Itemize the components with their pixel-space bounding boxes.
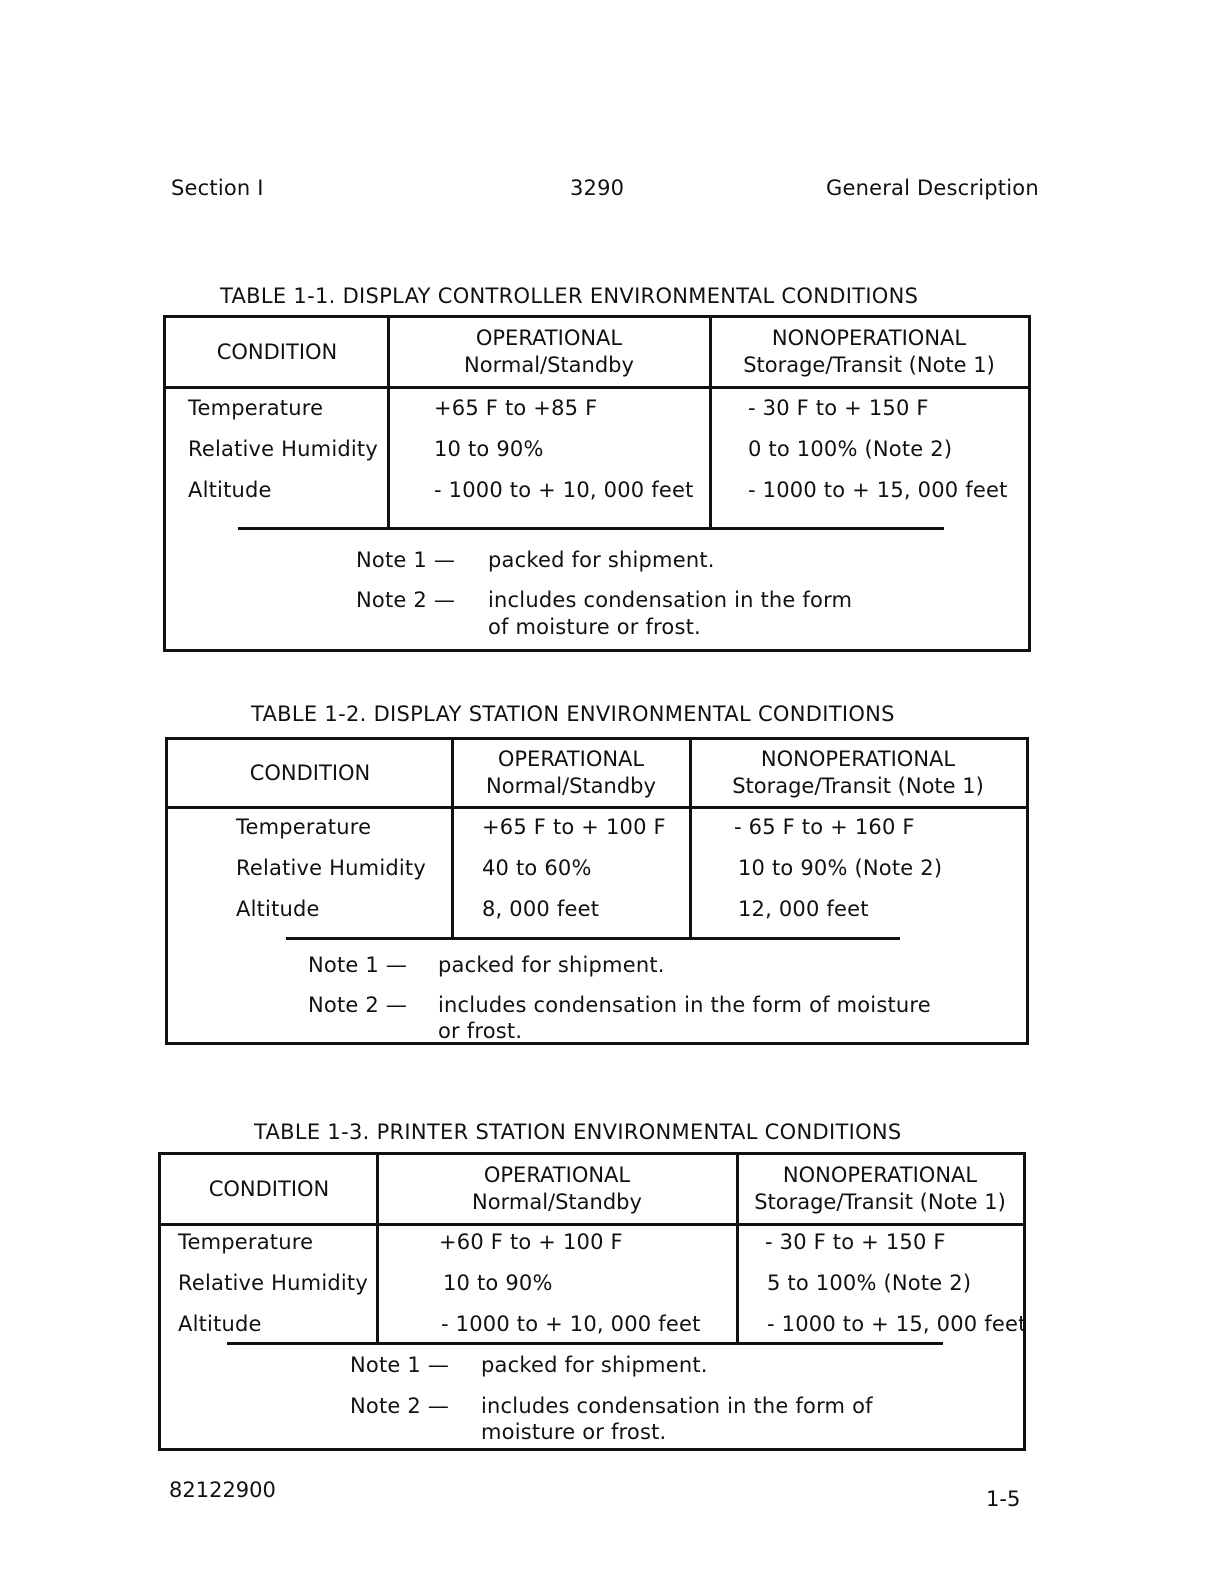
cell-condition: Altitude (178, 1312, 262, 1336)
cell-operational: +60 F to + 100 F (439, 1230, 623, 1254)
cell-nonoperational: 5 to 100% (Note 2) (767, 1271, 972, 1295)
cell-operational: - 1000 to + 10, 000 feet (441, 1312, 701, 1336)
cell-condition: Relative Humidity (236, 856, 426, 880)
cell-operational: - 1000 to + 10, 000 feet (434, 478, 694, 502)
column-header-condition (168, 740, 452, 806)
column-header-sub: Storage/Transit (Note 1) (754, 1190, 1006, 1214)
column-header-sub: Normal/Standby (486, 774, 656, 798)
cell-nonoperational: - 30 F to + 150 F (748, 396, 929, 420)
cell-nonoperational: 0 to 100% (Note 2) (748, 437, 953, 461)
note-text-continued: of moisture or frost. (488, 615, 701, 639)
table-header-row (166, 318, 1028, 389)
environment-table (165, 737, 1029, 1045)
column-header-condition (161, 1155, 377, 1223)
column-header-label: CONDITION (249, 760, 371, 785)
note-2 (308, 992, 931, 1043)
cell-operational: 8, 000 feet (482, 897, 600, 921)
column-divider (376, 1155, 379, 1345)
cell-condition: Altitude (188, 478, 272, 502)
cell-operational: 40 to 60% (482, 856, 592, 880)
column-header-nonoperational (710, 318, 1028, 386)
cell-nonoperational: 12, 000 feet (738, 897, 869, 921)
column-header-label: NONOPERATIONAL (760, 747, 956, 771)
note-text: packed for shipment. (488, 548, 715, 572)
header-section: Section I (171, 176, 264, 200)
note-text: packed for shipment. (438, 953, 665, 977)
header-model: 3290 (570, 176, 625, 200)
environment-table (158, 1152, 1026, 1451)
column-divider (736, 1155, 739, 1345)
column-header-label: OPERATIONAL (497, 747, 645, 771)
cell-operational: 10 to 90% (434, 437, 544, 461)
column-header-label: CONDITION (216, 339, 338, 364)
environment-table (163, 315, 1031, 652)
cell-condition: Temperature (178, 1230, 314, 1254)
note-text: packed for shipment. (481, 1353, 708, 1377)
column-header-sub: Normal/Standby (464, 353, 634, 377)
cell-operational: +65 F to +85 F (434, 396, 598, 420)
cell-nonoperational: - 65 F to + 160 F (734, 815, 915, 839)
cell-nonoperational: 10 to 90% (Note 2) (738, 856, 943, 880)
table-title: TABLE 1-2. DISPLAY STATION ENVIRONMENTAL CONDITIONS (251, 702, 895, 726)
notes-rule (286, 937, 900, 940)
notes-rule (227, 1342, 943, 1345)
note-label: Note 1 — (308, 953, 408, 977)
cell-condition: Relative Humidity (188, 437, 378, 461)
note-label: Note 2 — (356, 588, 456, 612)
column-header-label: OPERATIONAL (475, 326, 623, 350)
note-2 (350, 1393, 873, 1444)
cell-condition: Relative Humidity (178, 1271, 368, 1295)
table-title: TABLE 1-3. PRINTER STATION ENVIRONMENTAL CONDITIONS (254, 1120, 902, 1144)
note-text: includes condensation in the form of (481, 1394, 873, 1418)
cell-operational: +65 F to + 100 F (482, 815, 666, 839)
note-text: includes condensation in the form of moisture (438, 993, 931, 1017)
notes-rule (238, 527, 944, 530)
note-text: includes condensation in the form (488, 588, 853, 612)
page-number: 1-5 (986, 1487, 1021, 1511)
note-text-continued: or frost. (438, 1019, 523, 1043)
column-divider (709, 318, 712, 530)
table-header-row (168, 740, 1026, 809)
column-header-label: NONOPERATIONAL (771, 326, 967, 350)
note-label: Note 1 — (350, 1353, 450, 1377)
cell-nonoperational: - 1000 to + 15, 000 feet (748, 478, 1008, 502)
column-header-operational (388, 318, 710, 386)
note-1 (350, 1352, 708, 1379)
note-2 (356, 587, 853, 639)
cell-condition: Temperature (188, 396, 324, 420)
column-header-nonoperational (690, 740, 1026, 806)
column-header-label: CONDITION (208, 1176, 330, 1201)
note-label: Note 1 — (356, 548, 456, 572)
table-header-row (161, 1155, 1023, 1226)
column-header-operational (452, 740, 690, 806)
column-divider (451, 740, 454, 940)
column-divider (387, 318, 390, 530)
column-header-condition (166, 318, 388, 386)
note-label: Note 2 — (308, 993, 408, 1017)
note-label: Note 2 — (350, 1394, 450, 1418)
cell-condition: Altitude (236, 897, 320, 921)
note-1 (356, 547, 715, 574)
cell-condition: Temperature (236, 815, 372, 839)
column-divider (689, 740, 692, 940)
note-1 (308, 952, 665, 979)
column-header-sub: Storage/Transit (Note 1) (732, 774, 984, 798)
header-chapter: General Description (826, 176, 1039, 200)
column-header-label: OPERATIONAL (483, 1163, 631, 1187)
table-title: TABLE 1-1. DISPLAY CONTROLLER ENVIRONMENTAL CONDITIONS (220, 284, 919, 308)
cell-nonoperational: - 30 F to + 150 F (765, 1230, 946, 1254)
document-number: 82122900 (169, 1478, 276, 1502)
column-header-sub: Normal/Standby (472, 1190, 642, 1214)
column-header-operational (377, 1155, 737, 1223)
column-header-sub: Storage/Transit (Note 1) (743, 353, 995, 377)
column-header-label: NONOPERATIONAL (782, 1163, 978, 1187)
cell-operational: 10 to 90% (443, 1271, 553, 1295)
cell-nonoperational: - 1000 to + 15, 000 feet (767, 1312, 1027, 1336)
note-text-continued: moisture or frost. (481, 1420, 667, 1444)
column-header-nonoperational (737, 1155, 1023, 1223)
